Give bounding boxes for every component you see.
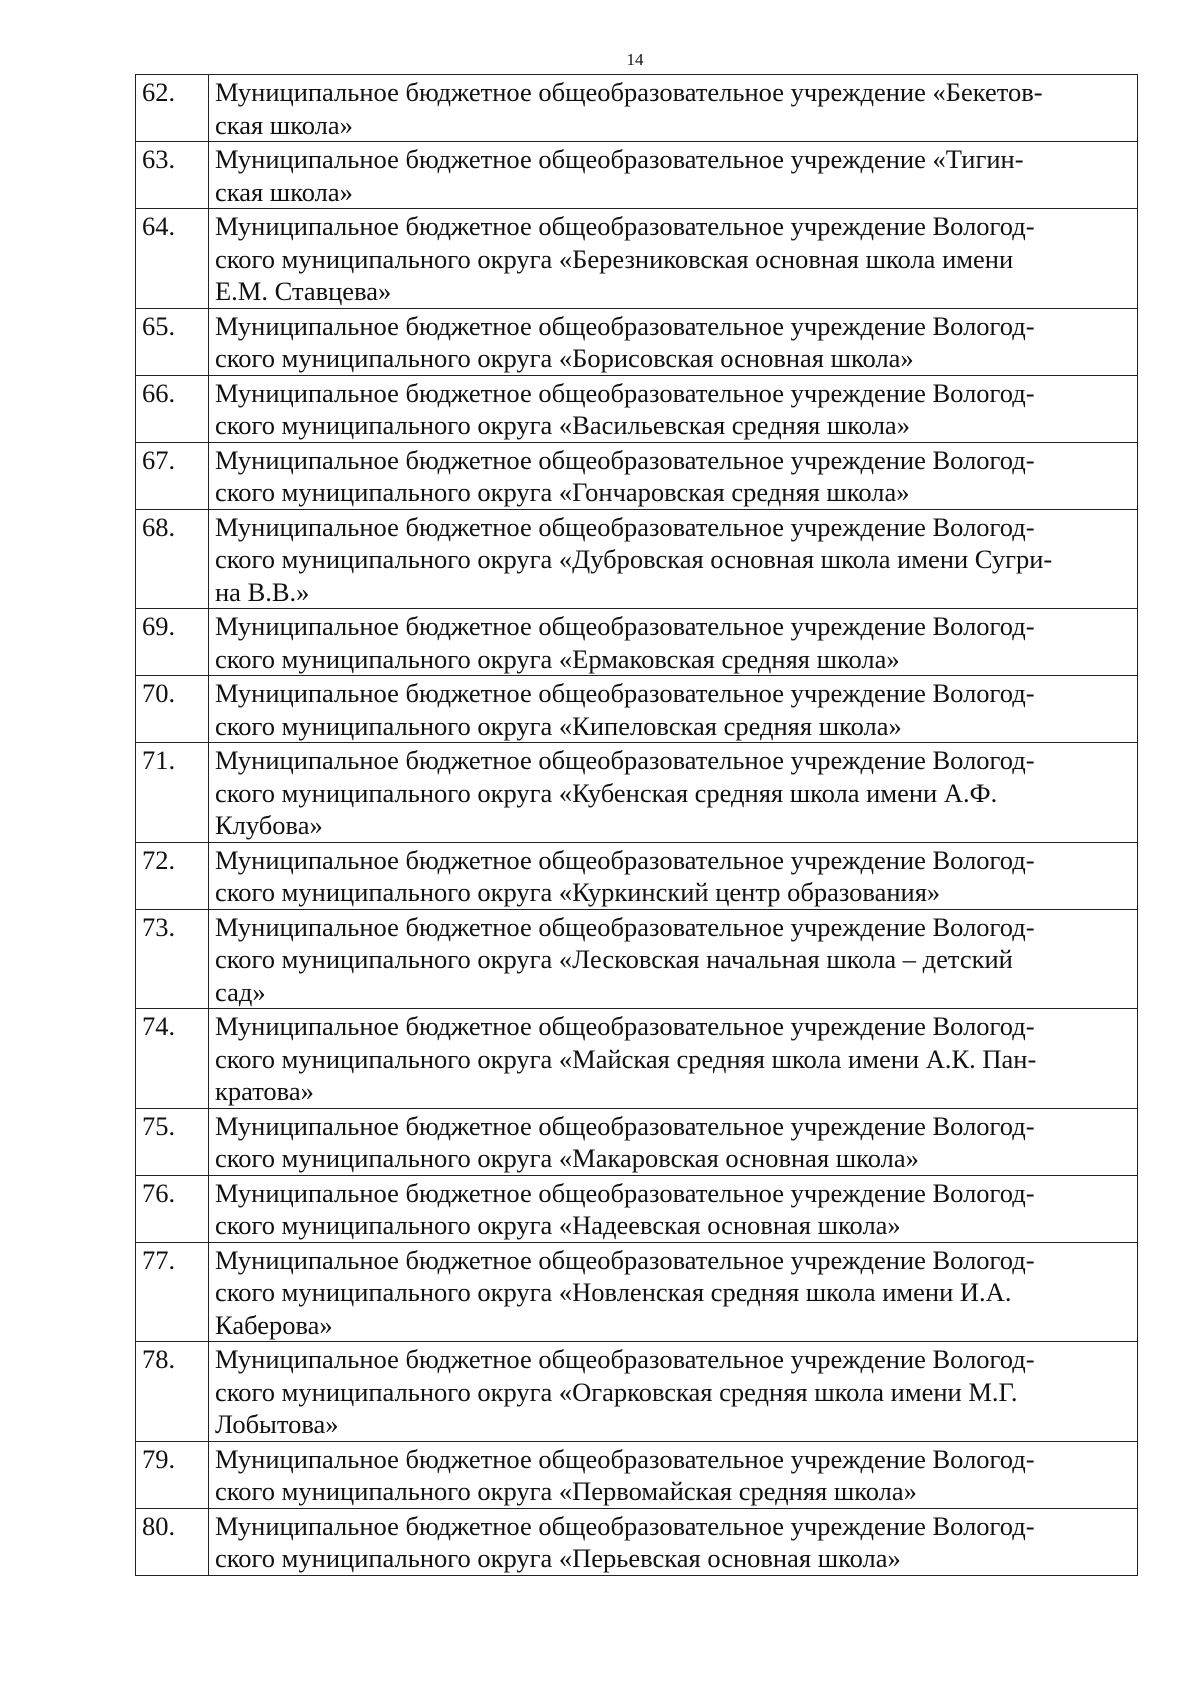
institution-name bbox=[209, 142, 1138, 209]
institution-name-line: ского муниципального округа «Кубенская средняя школа имени А.Ф. bbox=[215, 777, 998, 808]
table-row bbox=[136, 1441, 1138, 1508]
institutions-table-body bbox=[136, 75, 1138, 1576]
institution-name-line: ского муниципального округа «Перьевская основная школа» bbox=[215, 1543, 901, 1573]
institution-name-line: ского муниципального округа «Надеевская основная школа» bbox=[215, 1210, 901, 1240]
institution-name bbox=[209, 442, 1138, 509]
row-number: 76. bbox=[136, 1175, 209, 1242]
institution-name-line: Е.М. Ставцева» bbox=[215, 276, 392, 306]
row-number: 67. bbox=[136, 442, 209, 509]
institution-name-line: на В.В.» bbox=[215, 576, 310, 607]
institution-name bbox=[209, 1009, 1138, 1109]
table-row bbox=[136, 375, 1138, 442]
institution-name-line: Муниципальное бюджетное общеобразовательное учреждение Вологод- bbox=[215, 745, 1035, 775]
institution-name bbox=[209, 609, 1138, 676]
institution-name-line: Муниципальное бюджетное общеобразовательное учреждение Вологод- bbox=[215, 1110, 1035, 1141]
institution-name-line: ская школа» bbox=[215, 176, 353, 207]
row-number: 70. bbox=[136, 676, 209, 743]
institution-name bbox=[209, 308, 1138, 375]
institution-name-line: ского муниципального округа «Новленская средняя школа имени И.А. bbox=[215, 1277, 1012, 1307]
table-row bbox=[136, 743, 1138, 843]
institution-name-line: ского муниципального округа «Дубровская основная школа имени Сугри- bbox=[215, 544, 1053, 574]
institution-name-line: ского муниципального округа «Лесковская начальная школа – детский bbox=[215, 944, 1013, 974]
institution-name bbox=[209, 75, 1138, 142]
institution-name-line: Муниципальное бюджетное общеобразовательное учреждение Вологод- bbox=[215, 611, 1035, 641]
page-number: 14 bbox=[626, 50, 644, 69]
row-number: 63. bbox=[136, 142, 209, 209]
institution-name-line: ского муниципального округа «Ермаковская средняя школа» bbox=[215, 643, 900, 674]
institution-name-line: ского муниципального округа «Первомайская средняя школа» bbox=[215, 1476, 917, 1506]
institution-name-line: Муниципальное бюджетное общеобразовательное учреждение Вологод- bbox=[215, 844, 1035, 875]
row-number: 80. bbox=[136, 1508, 209, 1575]
row-number: 62. bbox=[136, 75, 209, 142]
table-row bbox=[136, 1175, 1138, 1242]
table-row bbox=[136, 509, 1138, 609]
institution-name-line: Муниципальное бюджетное общеобразовательное учреждение Вологод- bbox=[215, 1177, 1035, 1208]
institution-name-line: Муниципальное бюджетное общеобразовательное учреждение Вологод- bbox=[215, 511, 1035, 542]
institution-name-line: Клубова» bbox=[215, 810, 323, 840]
institutions-table bbox=[135, 74, 1138, 1576]
row-number: 71. bbox=[136, 743, 209, 843]
table-row bbox=[136, 676, 1138, 743]
institution-name-line: ская школа» bbox=[215, 109, 353, 140]
institution-name-line: ского муниципального округа «Куркинский центр образования» bbox=[215, 877, 941, 907]
institution-name-line: Муниципальное бюджетное общеобразовательное учреждение Вологод- bbox=[215, 911, 1035, 942]
institution-name-line: Муниципальное бюджетное общеобразовательное учреждение «Тигин- bbox=[215, 144, 1024, 174]
institution-name bbox=[209, 1175, 1138, 1242]
institution-name-line: ского муниципального округа «Кипеловская средняя школа» bbox=[215, 710, 902, 741]
row-number: 68. bbox=[136, 509, 209, 609]
institution-name bbox=[209, 209, 1138, 309]
institution-name-line: Муниципальное бюджетное общеобразовательное учреждение «Бекетов- bbox=[215, 77, 1043, 107]
row-number: 78. bbox=[136, 1342, 209, 1442]
row-number: 65. bbox=[136, 308, 209, 375]
table-row bbox=[136, 909, 1138, 1009]
table-row bbox=[136, 142, 1138, 209]
institution-name-line: ского муниципального округа «Макаровская основная школа» bbox=[215, 1143, 919, 1173]
institution-name bbox=[209, 509, 1138, 609]
institution-name bbox=[209, 1508, 1138, 1575]
table-row bbox=[136, 609, 1138, 676]
institution-name-line: ского муниципального округа «Майская средняя школа имени А.К. Пан- bbox=[215, 1043, 1037, 1074]
table-row bbox=[136, 1242, 1138, 1342]
institution-name-line: ского муниципального округа «Огарковская средняя школа имени М.Г. bbox=[215, 1376, 1018, 1407]
institution-name-line: Муниципальное бюджетное общеобразовательное учреждение Вологод- bbox=[215, 1443, 1035, 1474]
row-number: 64. bbox=[136, 209, 209, 309]
table-row bbox=[136, 1108, 1138, 1175]
institution-name bbox=[209, 842, 1138, 909]
institution-name-line: Муниципальное бюджетное общеобразовательное учреждение Вологод- bbox=[215, 377, 1035, 408]
institution-name-line: ского муниципального округа «Гончаровская средняя школа» bbox=[215, 477, 910, 507]
table-row bbox=[136, 442, 1138, 509]
table-row bbox=[136, 1508, 1138, 1575]
row-number: 77. bbox=[136, 1242, 209, 1342]
institution-name bbox=[209, 743, 1138, 843]
institution-name-line: ского муниципального округа «Березниковская основная школа имени bbox=[215, 243, 1014, 274]
institution-name-line: Муниципальное бюджетное общеобразовательное учреждение Вологод- bbox=[215, 1011, 1035, 1041]
institution-name bbox=[209, 1342, 1138, 1442]
row-number: 72. bbox=[136, 842, 209, 909]
row-number: 79. bbox=[136, 1441, 209, 1508]
table-row bbox=[136, 75, 1138, 142]
institution-name-line: ского муниципального округа «Васильевская средняя школа» bbox=[215, 410, 910, 440]
institution-name-line: Каберова» bbox=[215, 1309, 333, 1340]
institution-name bbox=[209, 676, 1138, 743]
table-row bbox=[136, 308, 1138, 375]
institution-name bbox=[209, 909, 1138, 1009]
institution-name bbox=[209, 1242, 1138, 1342]
institution-name-line: Муниципальное бюджетное общеобразовательное учреждение Вологод- bbox=[215, 1344, 1035, 1374]
table-row bbox=[136, 1342, 1138, 1442]
institution-name-line: Муниципальное бюджетное общеобразовательное учреждение Вологод- bbox=[215, 678, 1035, 708]
row-number: 73. bbox=[136, 909, 209, 1009]
institution-name-line: сад» bbox=[215, 976, 266, 1007]
institution-name bbox=[209, 375, 1138, 442]
row-number: 74. bbox=[136, 1009, 209, 1109]
table-row bbox=[136, 842, 1138, 909]
institution-name bbox=[209, 1108, 1138, 1175]
institution-name-line: Муниципальное бюджетное общеобразовательное учреждение Вологод- bbox=[215, 211, 1035, 241]
row-number: 69. bbox=[136, 609, 209, 676]
institution-name-line: ского муниципального округа «Борисовская основная школа» bbox=[215, 343, 914, 373]
row-number: 75. bbox=[136, 1108, 209, 1175]
institution-name-line: Лобытова» bbox=[215, 1409, 339, 1439]
institution-name-line: Муниципальное бюджетное общеобразовательное учреждение Вологод- bbox=[215, 1244, 1035, 1275]
row-number: 66. bbox=[136, 375, 209, 442]
institution-name-line: кратова» bbox=[215, 1076, 314, 1106]
institution-name-line: Муниципальное бюджетное общеобразовательное учреждение Вологод- bbox=[215, 444, 1035, 475]
table-row bbox=[136, 209, 1138, 309]
institution-name-line: Муниципальное бюджетное общеобразовательное учреждение Вологод- bbox=[215, 310, 1035, 341]
institution-name bbox=[209, 1441, 1138, 1508]
table-row bbox=[136, 1009, 1138, 1109]
institution-name-line: Муниципальное бюджетное общеобразовательное учреждение Вологод- bbox=[215, 1510, 1035, 1541]
